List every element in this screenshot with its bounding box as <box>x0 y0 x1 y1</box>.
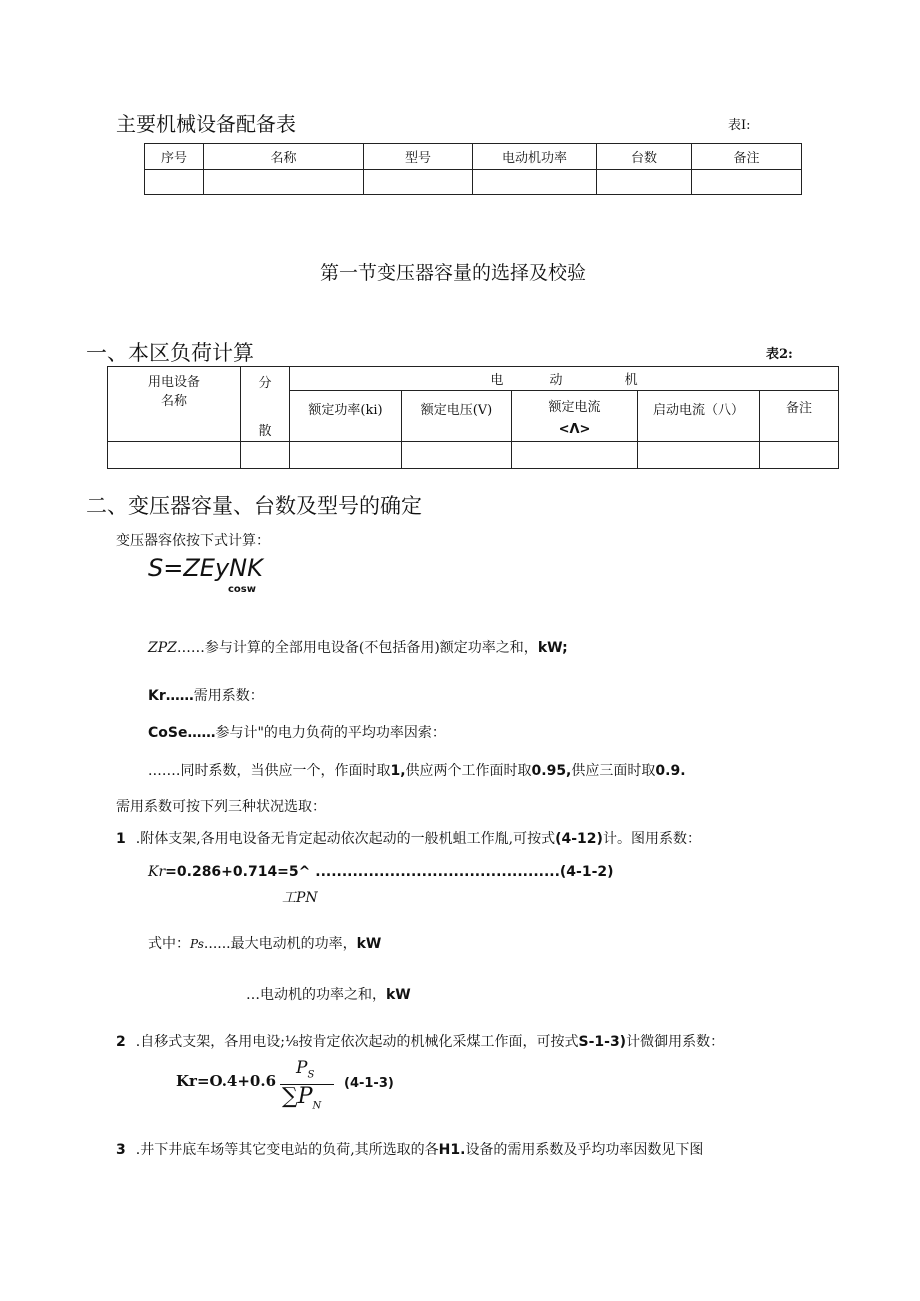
th-remark2: 备注 <box>760 391 839 442</box>
case2: 2 .自移式支架，各用电设;⅛按肯定依次起动的机械化采煤工作面，可按式S-1-3)计微御用系数： <box>116 1034 725 1050</box>
table-row <box>108 442 839 469</box>
cases-intro: 需用系数可按下列三种状况选取： <box>116 799 326 815</box>
table1-label: 表I: <box>728 118 751 133</box>
table-row <box>145 170 802 195</box>
case1: 1 .附体支架,各用电设备无肯定起动依次起动的一般机蛆工作胤,可按式(4-12)计。图用系数： <box>116 831 701 847</box>
th-dispersion: 分 散 <box>241 367 290 442</box>
equipment-table <box>144 143 802 195</box>
th-count: 台数 <box>597 144 692 170</box>
formula-4-1-2: Kr=0.286+0.714=5^ ..............................................(4-1-2) <box>148 864 614 880</box>
formula-main: S=ZEyNK <box>148 554 263 582</box>
th-equipment-name: 用电设备 名称 <box>108 367 241 442</box>
th-index: 序号 <box>145 144 204 170</box>
th-model: 型号 <box>364 144 473 170</box>
case3: 3 .井下井底车场等其它变电站的负荷,其所选取的各H1.设备的需用系数及乎均功率因数见下图 <box>116 1142 704 1158</box>
formula-4-1-3: Kr=O.4+0.6 $P_S$ $\sum P_N$ (4-1-3) <box>176 1058 394 1112</box>
chapter-title: 第一节变压器容量的选择及校验 <box>320 262 587 284</box>
def-simultaneity: .……同时系数，当供应一个，作面时取1,供应两个工作面时取0.95,供应三面时取0.9. <box>148 763 686 779</box>
table1-title: 主要机械设备配备表 <box>116 112 296 136</box>
def-demand-coef: Kr……需用系数： <box>148 688 264 704</box>
formula-4-1-2-denominator: 工PN <box>282 890 318 906</box>
where-sum-motor: …电动机的功率之和，kW <box>246 987 411 1003</box>
section2-title: 二、变压器容量、台数及型号的确定 <box>86 494 422 518</box>
th-motor-group: 电 动 机 <box>290 367 839 391</box>
th-name: 名称 <box>204 144 364 170</box>
fraction-numerator: $P_S$ <box>296 1058 315 1081</box>
table2-label: 表2: <box>766 347 793 362</box>
section1-title: 一、本区负荷计算 <box>86 341 254 365</box>
th-rated-power: 额定功率(ki) <box>290 391 402 442</box>
fraction-denominator: $\sum P_N$ <box>282 1084 322 1112</box>
def-power-factor: CoSe……参与计"的电力负荷的平均功率因索： <box>148 725 446 741</box>
th-rated-voltage: 额定电压(V) <box>402 391 512 442</box>
formula-intro: 变压器容依按下式计算： <box>116 533 270 549</box>
load-table <box>107 366 839 469</box>
def-total-power: ZPZ……参与计算的全部用电设备(不包括备用)额定功率之和，kW; <box>148 640 568 656</box>
where-max-motor: 式中：Ps......最大电动机的功率，kW <box>148 936 382 952</box>
th-start-current: 启动电流（八） <box>638 391 760 442</box>
th-rated-current: 额定电流 <Λ> <box>512 391 638 442</box>
th-motor-power: 电动机功率 <box>473 144 597 170</box>
formula-sub: cosw <box>228 584 256 595</box>
th-remark: 备注 <box>692 144 802 170</box>
